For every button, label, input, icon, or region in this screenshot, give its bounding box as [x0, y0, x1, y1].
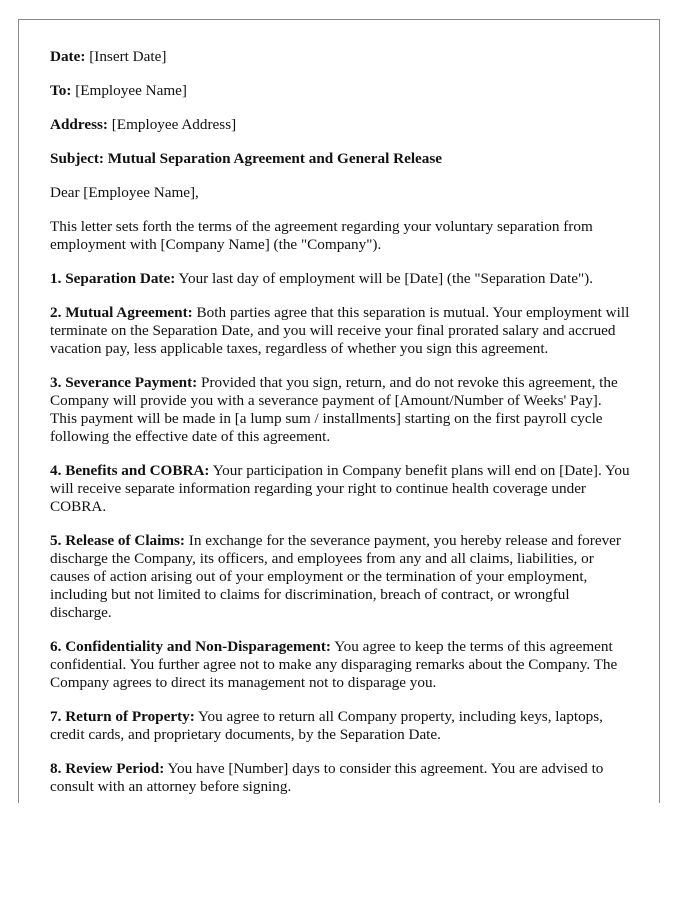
subject-label: Subject: Mutual Separation Agreement and General Release: [50, 150, 443, 167]
letter-page: [18, 19, 660, 803]
section-heading: 6. Confidentiality and Non-Disparagement:: [50, 638, 331, 655]
section-heading: 1. Separation Date:: [50, 270, 176, 287]
date-line: [50, 48, 632, 66]
section-review-period: [50, 760, 632, 796]
section-release-of-claims: [50, 532, 632, 622]
section-text: You agree to keep the terms of this agreement confidential. You further agree not to make any disparaging remarks about the Company. The Company agrees to direct its management not to disparage you.: [50, 638, 618, 691]
section-severance-payment: [50, 374, 632, 446]
section-heading: 7. Return of Property:: [50, 708, 195, 725]
section-separation-date: [50, 270, 632, 288]
address-value: [Employee Address]: [107, 116, 237, 133]
section-heading: 2. Mutual Agreement:: [50, 304, 193, 321]
section-text: Your last day of employment will be [Date] (the "Separation Date").: [175, 270, 594, 287]
section-benefits-cobra: [50, 462, 632, 516]
section-text: Both parties agree that this separation is mutual. Your employment will terminate on the Separation Date, and you will receive your final prorated salary and accrued vacation pay, less applicable taxes, regardless of whether you sign this agreement.: [50, 304, 630, 357]
section-heading: 4. Benefits and COBRA:: [50, 462, 210, 479]
date-value: [Insert Date]: [85, 48, 167, 65]
to-label: To:: [50, 82, 72, 99]
section-text: Your participation in Company benefit plans will end on [Date]. You will receive separate information regarding your right to continue health coverage under COBRA.: [50, 462, 630, 515]
section-text: Provided that you sign, return, and do not revoke this agreement, the Company will provide you with a severance payment of [Amount/Number of Weeks' Pay]. This payment will be made in [a lump sum / installments] starting on the first payroll cycle following the effective date of this agreement.: [50, 374, 618, 445]
intro-paragraph: This letter sets forth the terms of the agreement regarding your voluntary separation from employment with [Company Name] (the "Company").: [50, 218, 593, 253]
salutation: Dear [Employee Name],: [50, 184, 199, 201]
section-heading: 8. Review Period:: [50, 760, 165, 777]
date-label: Date:: [50, 48, 86, 65]
subject-line: [50, 150, 632, 168]
section-heading: 5. Release of Claims:: [50, 532, 185, 549]
section-confidentiality: [50, 638, 632, 692]
section-text: In exchange for the severance payment, you hereby release and forever discharge the Company, its officers, and employees from any and all claims, liabilities, or causes of action arising out of your employment or the termination of your employment, including but not limited to claims for discrimination, breach of contract, or wrongful discharge.: [50, 532, 621, 621]
section-text: You have [Number] days to consider this agreement. You are advised to consult with an attorney before signing.: [50, 760, 604, 795]
section-return-of-property: [50, 708, 632, 744]
section-heading: 3. Severance Payment:: [50, 374, 198, 391]
address-line: [50, 116, 632, 134]
section-text: You agree to return all Company property, including keys, laptops, credit cards, and proprietary documents, by the Separation Date.: [50, 708, 603, 743]
to-value: [Employee Name]: [71, 82, 187, 99]
address-label: Address:: [50, 116, 108, 133]
section-mutual-agreement: [50, 304, 632, 358]
to-line: [50, 82, 632, 100]
